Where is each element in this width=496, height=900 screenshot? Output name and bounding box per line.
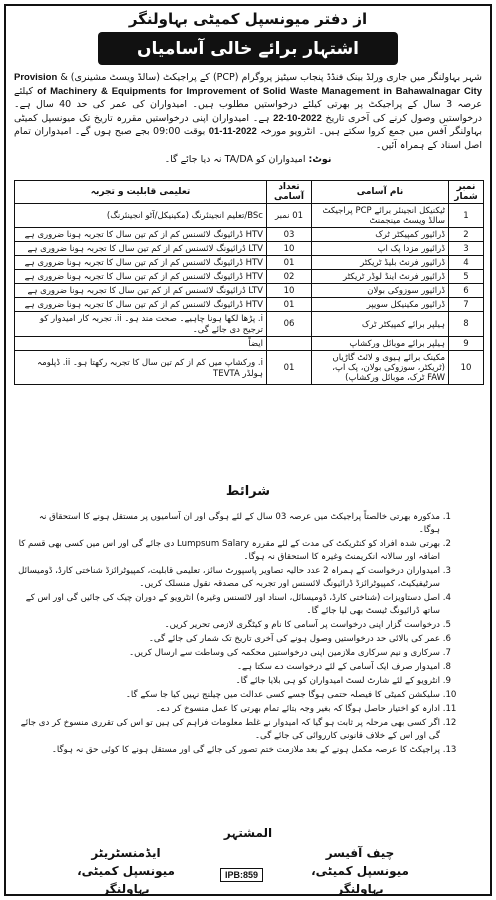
signature-chief-officer: [290, 844, 430, 898]
row-post: مکینک برائے ہیوی و لائٹ گاڑیاں (ٹریکٹر، سوزوکی بولان، پک اپ، FAW ٹرک، موبائل ورکشاپ): [312, 351, 449, 385]
project-name: Provision of Machinery & Equipments for Improvement of Solid Waste Management in Bahawalnagar City: [14, 72, 482, 97]
row-post: ڈرائیور فرنٹ اینڈ لوڈر ٹریکٹر: [312, 270, 449, 284]
table-row: [15, 228, 484, 242]
table-row: [15, 270, 484, 284]
intro-part2: کیلئے عرصہ 3 سال کے پراجیکٹ پر بھرتی کیلئے درخواستیں مطلوب ہیں۔ امیدواران کی عمر کی حد 40 سال ہے۔ درخواستیں وصول کرنے کی آخری تاریخ: [14, 85, 483, 124]
row-qualification: HTV ڈرائیونگ لائسنس کم از کم تین سال کا تجربہ ہونا ضروری ہے: [15, 270, 267, 284]
chief-officer-org: میونسپل کمیٹی، بہاولنگر: [311, 864, 409, 896]
row-qualification: LTV ڈرائیونگ لائسنس کم از کم تین سال کا تجربہ ہونا ضروری ہے: [15, 242, 267, 256]
term-item: 12. اگر کسی بھی مرحلہ پر ثابت ہو گیا کہ امیدوار نے غلط معلومات فراہم کی ہیں تو اس کی تقرری منسوخ کر دی جائے گی اور اس کے خلاف قانونی کارروائی کی جائے گی۔: [16, 717, 440, 743]
row-sr: 4: [449, 256, 484, 270]
table-row: [15, 204, 484, 228]
row-sr: 3: [449, 242, 484, 256]
header-sr: نمبر شمار: [449, 181, 484, 204]
row-sr: 5: [449, 270, 484, 284]
row-sr: 1: [449, 204, 484, 228]
table-header-row: [15, 181, 484, 204]
row-qualification: LTV ڈرائیونگ لائسنس کم از کم تین سال کا تجربہ ہونا ضروری ہے: [15, 284, 267, 298]
terms-heading: شرائط: [225, 484, 271, 499]
signature-administrator: [66, 844, 186, 898]
row-post: ڈرائیور سوزوکی بولان: [312, 284, 449, 298]
row-count: 01: [267, 351, 312, 385]
row-post: ہیلپر برائے موبائل ورکشاپ: [312, 337, 449, 351]
row-count: [267, 337, 312, 351]
term-item: 2. بھرتی شدہ افراد کو کنٹریکٹ کی مدت کے لئے مقررہ Lumpsum Salary دی جائے گی اور اس میں کسی بھی قسم کا اضافہ اور سالانہ انکریمنٹ وغیرہ کا استحقاق نہ ہوگا۔: [16, 538, 440, 564]
header-post: نام آسامی: [312, 181, 449, 204]
note-line: [6, 154, 490, 165]
table-row: [15, 298, 484, 312]
table-row: [15, 256, 484, 270]
note-text: امیدواران کو TA/DA نہ دیا جائے گا۔: [164, 154, 306, 165]
header-qualification: تعلیمی قابلیت و تجربہ: [15, 181, 267, 204]
row-sr: 10: [449, 351, 484, 385]
row-count: 06: [267, 312, 312, 337]
table-row: [15, 284, 484, 298]
row-qualification: HTV ڈرائیونگ لائسنس کم از کم تین سال کا تجربہ ہونا ضروری ہے: [15, 298, 267, 312]
advertiser-label: المشتہر: [223, 826, 273, 840]
intro-part4: بوقت 09:00 بجے صبح ہوں گے۔ امیدواران تمام اصل اسناد کے ہمراہ آئیں۔: [14, 126, 482, 151]
row-count: 01 نمبر: [267, 204, 312, 228]
term-item: 9. انٹرویو کے لئے شارٹ لسٹ امیدواران کو ہی بلایا جائے گا۔: [16, 675, 440, 688]
term-item: 4. اصل دستاویزات (شناختی کارڈ، ڈومیسائل، اسناد اور لائسنس وغیرہ) انٹرویو کے دوران چیک کی جائیں گی اور اس کے ساتھ ڈرائیونگ ٹیسٹ بھی لیا جائے گا۔: [16, 592, 440, 618]
interview-date: 01-11-2022: [208, 126, 257, 137]
row-count: 01: [267, 298, 312, 312]
row-count: 10: [267, 284, 312, 298]
row-qualification: HTV ڈرائیونگ لائسنس کم از کم تین سال کا تجربہ ہونا ضروری ہے: [15, 256, 267, 270]
row-post: ہیلپر برائے کمپیکٹر ٹرک: [312, 312, 449, 337]
row-qualification: i. ورکشاپ میں کم از کم تین سال کا تجربہ رکھتا ہو۔ ii. ڈپلومہ ہولڈر TEVTA: [15, 351, 267, 385]
row-sr: 9: [449, 337, 484, 351]
row-count: 10: [267, 242, 312, 256]
advertisement-page: [4, 4, 492, 896]
ad-title-banner: اشتہار برائے خالی آسامیاں: [98, 32, 398, 65]
row-qualification: HTV ڈرائیونگ لائسنس کم از کم تین سال کا تجربہ ہونا ضروری ہے: [15, 228, 267, 242]
row-count: 01: [267, 256, 312, 270]
vacancy-table: [14, 180, 484, 385]
term-item: 8. امیدوار صرف ایک آسامی کے لئے درخواست دے سکتا ہے۔: [16, 661, 440, 674]
table-row: [15, 337, 484, 351]
row-sr: 7: [449, 298, 484, 312]
table-row: [15, 351, 484, 385]
chief-officer-title: چیف آفیسر: [325, 846, 395, 860]
row-sr: 6: [449, 284, 484, 298]
term-item: 6. عمر کی بالائی حد درخواستیں وصول ہونے کی آخری تاریخ تک شمار کی جائے گی۔: [16, 633, 440, 646]
row-qualification: i. پڑھا لکھا ہونا چاہیے۔ صحت مند ہو۔ ii. تجربہ کار امیدوار کو ترجیح دی جائے گی۔: [15, 312, 267, 337]
administrator-title: ایڈمنسٹریٹر: [91, 846, 161, 860]
row-post: ڈرائیور کمپیکٹر ٹرک: [312, 228, 449, 242]
ipb-number: IPB:859: [220, 868, 263, 882]
table-row: [15, 312, 484, 337]
term-item: 13. پراجیکٹ کا عرصہ مکمل ہونے کے بعد ملازمت ختم تصور کی جائے گی اور مستقل ہونے کا کوئی حق نہ ہوگا۔: [16, 744, 440, 757]
row-count: 03: [267, 228, 312, 242]
header-count: تعداد آسامی: [267, 181, 312, 204]
row-post: ڈرائیور مکینیکل سویپر: [312, 298, 449, 312]
terms-list: [16, 511, 480, 758]
office-heading: از دفتر میونسپل کمیٹی بہاولنگر: [128, 10, 368, 28]
row-sr: 2: [449, 228, 484, 242]
intro-part3: ہے۔ امیدواران اپنی درخواستیں مقررہ تاریخ تک میونسپل کمیٹی بہاولنگر آفس میں جمع کروا سکتے ہیں۔ انٹرویو مورخہ: [14, 112, 482, 137]
row-sr: 8: [449, 312, 484, 337]
row-qualification: ایضاً: [15, 337, 267, 351]
term-item: 11. ادارہ کو اختیار حاصل ہوگا کہ بغیر وجہ بتائے تمام بھرتی کا عمل منسوخ کر دے۔: [16, 703, 440, 716]
term-item: 5. درخواست گزار اپنی درخواست پر آسامی کا نام و کیٹگری لازمی تحریر کریں۔: [16, 619, 440, 632]
table-row: [15, 242, 484, 256]
last-date: 22-10-2022: [273, 112, 322, 124]
row-post: ڈرائیور مزدا پک اپ: [312, 242, 449, 256]
intro-paragraph: [14, 71, 482, 152]
administrator-org: میونسپل کمیٹی، بہاولنگر: [77, 864, 175, 896]
row-post: ٹیکنیکل انجینئر برائے PCP پراجیکٹ سالڈ ویسٹ مینجمنٹ: [312, 204, 449, 228]
row-qualification: BSc/تعلیم انجینئرنگ (مکینیکل/آٹو انجینئرنگ): [15, 204, 267, 228]
term-item: 1. مذکورہ بھرتی خالصتاً پراجیکٹ میں عرصہ 03 سال کے لئے ہوگی اور ان آسامیوں پر مستقل ہونے کا استحقاق نہ ہوگا۔: [16, 511, 440, 537]
intro-part1: شہر بہاولنگر میں جاری ورلڈ بینک فنڈڈ پنجاب سیٹیز پروگرام (PCP) کے پراجیکٹ (سالڈ ویسٹ مشینری) &: [60, 72, 482, 83]
row-post: ڈرائیور فرنٹ بلیڈ ٹریکٹر: [312, 256, 449, 270]
row-count: 02: [267, 270, 312, 284]
term-item: 10. سلیکشن کمیٹی کا فیصلہ حتمی ہوگا جسے کسی عدالت میں چیلنج نہیں کیا جا سکے گا۔: [16, 689, 440, 702]
term-item: 7. سرکاری و نیم سرکاری ملازمین اپنی درخواستیں محکمہ کی وساطت سے ارسال کریں۔: [16, 647, 440, 660]
note-label: نوٹ:: [308, 154, 332, 165]
term-item: 3. امیدواران درخواست کے ہمراہ 2 عدد حالیہ تصاویر پاسپورٹ سائز، تعلیمی قابلیت، کمپیوٹرائزڈ شناختی کارڈ، ڈومیسائل سرٹیفیکیٹ، کمپیوٹرائزڈ ڈرائیونگ لائسنس اور تجربہ کی مصدقہ نقول منسلک کریں۔: [16, 565, 440, 591]
